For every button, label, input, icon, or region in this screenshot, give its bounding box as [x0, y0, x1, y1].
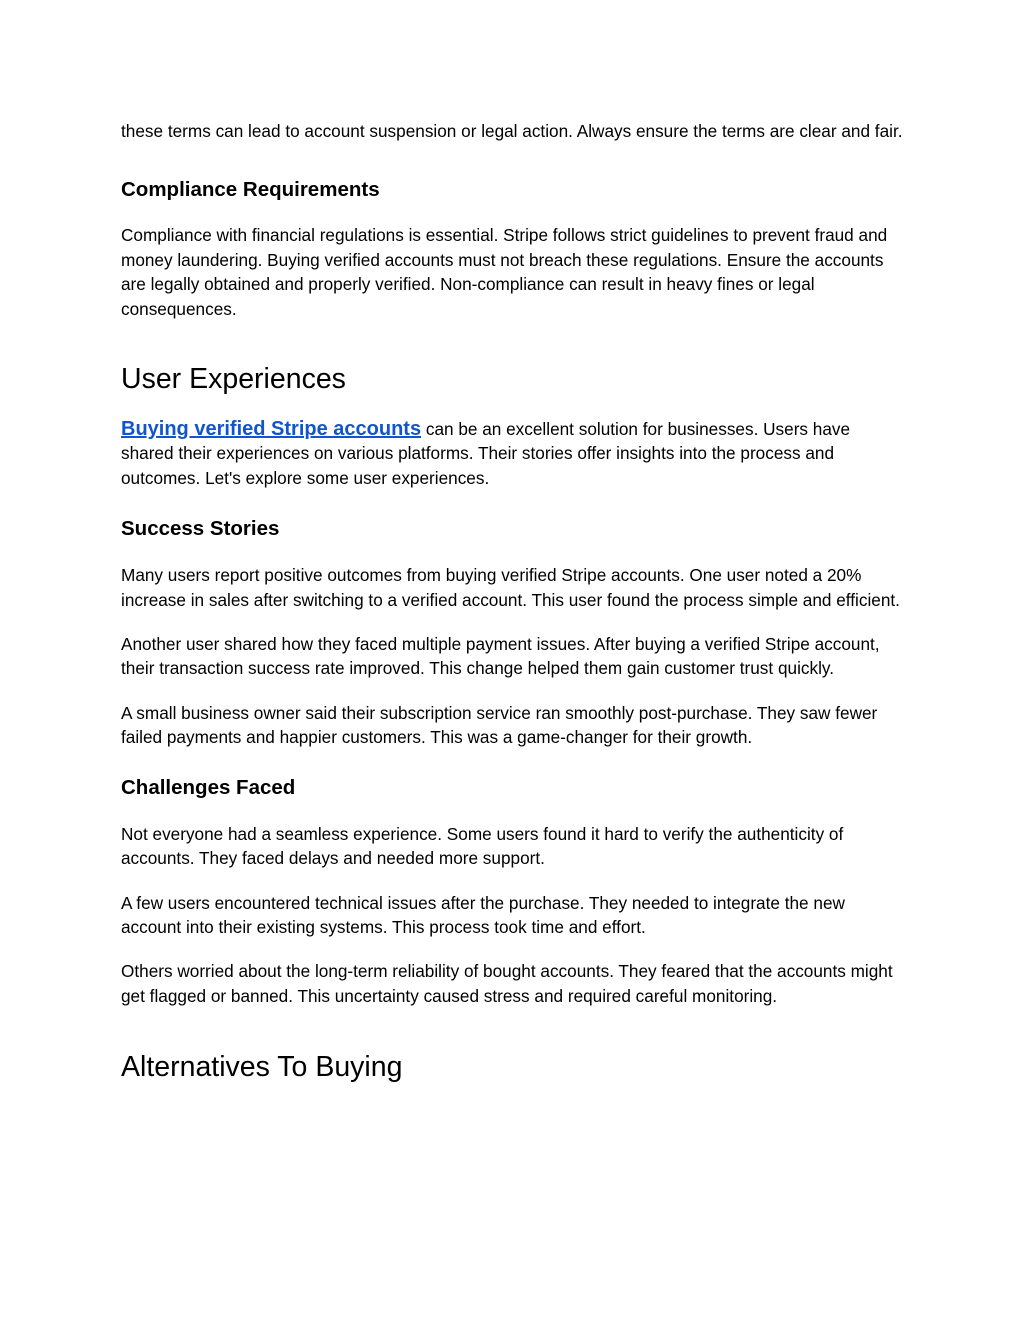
user-experiences-paragraph	[121, 417, 906, 490]
document-page	[121, 119, 906, 1085]
success-paragraph: Another user shared how they faced multiple payment issues. After buying a verified Stripe account, their transaction success rate improved. This change helped them gain customer trust quickly.	[121, 634, 880, 679]
compliance-heading: Compliance Requirements	[121, 178, 380, 202]
challenges-heading: Challenges Faced	[121, 775, 296, 799]
challenge-paragraph: A few users encountered technical issues after the purchase. They needed to integrate the new account into their existing systems. This process took time and effort.	[121, 892, 845, 937]
alternatives-heading: Alternatives To Buying	[121, 1051, 403, 1084]
buying-stripe-accounts-link[interactable]: Buying verified Stripe accounts	[121, 418, 422, 441]
success-stories-heading: Success Stories	[121, 517, 280, 541]
challenge-paragraph: Others worried about the long-term reliability of bought accounts. They feared that the accounts might get flagged or banned. This uncertainty caused stress and required careful monitoring.	[121, 961, 893, 1006]
success-paragraph: A small business owner said their subscription service ran smoothly post-purchase. They saw fewer failed payments and happier customers. This was a game-changer for their growth.	[121, 702, 878, 748]
success-paragraph: Many users report positive outcomes from buying verified Stripe accounts. One user noted a 20% increase in sales after switching to a verified account. This user found the process simple and efficient.	[121, 565, 900, 610]
challenge-paragraph: Not everyone had a seamless experience. Some users found it hard to verify the authenticity of accounts. They faced delays and needed more support.	[121, 823, 844, 869]
compliance-paragraph: Compliance with financial regulations is essential. Stripe follows strict guidelines to prevent fraud and money laundering. Buying verified accounts must not breach these regulations. Ensure the accounts are legally obtained and properly verified. Non-compliance can result in heavy fines or legal consequences.	[121, 225, 888, 319]
user-experiences-text: can be an excellent solution for businesses. Users have shared their experiences on various platforms. Their stories offer insights into the process and outcomes. Let's explore some user experiences.	[121, 419, 851, 488]
intro-continued-paragraph: these terms can lead to account suspension or legal action. Always ensure the terms are clear and fair.	[121, 121, 903, 141]
user-experiences-heading: User Experiences	[121, 363, 346, 396]
